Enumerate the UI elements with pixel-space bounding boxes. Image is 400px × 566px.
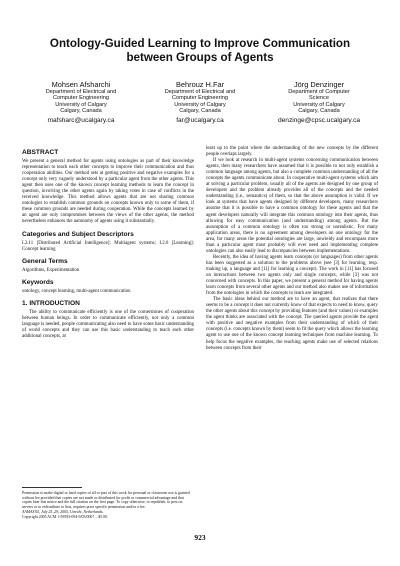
copyright-notice [22, 491, 194, 519]
author-affiliation-line: University of Calgary [174, 101, 226, 108]
author-affiliation-line: University of Calgary [293, 101, 345, 108]
author-affiliation-line: Department of Electrical and [164, 89, 236, 95]
abstract-heading: ABSTRACT [22, 149, 59, 156]
categories-text: I.2.11 [Distributed Artificial Intelligence]: Multiagent systems; I.2.6 [Learning]: Concept learning [22, 240, 194, 252]
author-affiliation-line: University of Calgary [55, 101, 107, 108]
author-affiliation-line: Science [309, 95, 329, 102]
author-affiliation-line: Computer Engineering [172, 95, 228, 102]
author-2 [141, 80, 259, 125]
author-email: mafsharc@ucalgary.ca [47, 116, 115, 124]
right-column [206, 146, 378, 352]
body-paragraph: Recently, the idea of having agents learn concepts (or languages) from other agents has been suggested as a solution to the problems above (see [3] for learning, resp. making up, a language and [11] for learning a concept). The work in [11] has focused on interactions between two agents only and single concepts, while [3] was not concerned with concepts. In this paper, we present a general method for having agents learn concepts from several other agents and our method also makes use of information from the ontologies in which the concepts to learn are integrated. [206, 254, 378, 297]
author-affiliation-line: Department of Computer [288, 89, 350, 95]
body-paragraph: least up to the point where the understanding of the new concepts by the different people overlaps largely. [206, 146, 378, 158]
copyright-divider [22, 487, 82, 488]
abstract-text: We present a general method for agents using ontologies as part of their knowledge representation to teach each other concepts to improve their communication and thus cooperation abilities. Our method sets at getting positive and negative examples for a concept only very vaguely understood by a particular agent from the other agents. This agent then uses one of the known concept learning methods to learn the concept in question, involving the other agents again by taking votes in case of conflicts in the received knowledge. This method allows agents that are not sharing common ontologies to establish common grounds on concepts known only to some of them, if these common grounds are needed during cooperation. While the concepts learned by an agent are only compromises between the views of the other agents, the method nevertheless enhances the autonomy of agents using it substantially. [22, 159, 194, 225]
left-column [22, 149, 194, 340]
author-name: Behrouz H.Far [175, 80, 225, 89]
author-affiliation-line: Computer Engineering [53, 95, 109, 102]
author-3 [260, 80, 378, 125]
keywords-text: ontology, concept learning, multi-agent communication [22, 288, 131, 294]
author-email: denzinge@cpsc.ucalgary.ca [277, 116, 361, 124]
author-block [22, 80, 378, 125]
author-1 [22, 80, 140, 125]
copyright-venue: AAMAS'05, July 25–29, 2005, Utrecht, Netherlands. [22, 509, 104, 514]
page-number: 923 [194, 533, 206, 542]
author-email: far@ucalgary.ca [176, 116, 224, 124]
terms-text: Algorithms, Experimentation [22, 267, 80, 273]
categories-heading: Categories and Subject Descriptors [22, 230, 134, 238]
paper-title [20, 37, 380, 65]
copyright-line: Copyright 2005 ACM 1-59593-094-9/05/0007 ...$5.00. [22, 514, 108, 519]
keywords-heading: Keywords [22, 278, 54, 286]
copyright-permission: Permission to make digital or hard copies of all or part of this work for personal or classroom use is granted without fee provided that copies are not made or distributed for profit or commercial advantage and that copies bear this notice and the full citation on the first page. To copy otherwise, to republish, to post on servers or to redistribute to lists, requires prior specific permission and/or a fee. [22, 491, 190, 510]
author-affiliation-line: Department of Electrical and [45, 89, 117, 95]
introduction-text: The ability to communicate efficiently is one of the cornerstones of cooperation between human beings. In order to communicate efficiently, not only a common language is needed, people communicating also need to have some basic understanding of world concepts and they can use this basic understanding to teach each other additional concepts, at [22, 309, 194, 339]
author-affiliation-line: Calgary, Canada [298, 108, 340, 115]
introduction-heading: 1. INTRODUCTION [22, 299, 80, 307]
body-paragraph: If we look at research in multi-agent systems concerning communication between agents, then many researchers have assumed that it is possible to not only establish a common language among agents, but also a complete common understanding of all the concepts the agents communicate about. In cooperative multi-agent systems which aim at solving a particular problem, usually all of the agents are designed by one group of developers and the problem already provides all of the concepts and the needed understanding (i.e., semantics) of them, so that the above assumption is valid. If we look at systems that have agents designed by different developers, many researchers assume that it is possible to have a common ontology for these agents and that the agent developers naturally will integrate this common ontology into their agents, thus allowing for easy communication (and understanding) among agents. But the assumption of a common ontology is often too strong or unrealistic. For many application areas, there is no agreement among developers on one ontology for the area, for many areas the potential ontologies are large, unwieldy and encompass more than a particular agent most probably will ever need and implementing complete ontologies can also easily lead to discrepancies between implementations. [206, 158, 378, 254]
title-line-2: between Groups of Agents [126, 51, 274, 64]
title-line-1: Ontology-Guided Learning to Improve Communication [49, 37, 351, 50]
author-name: Jörg Denzinger [293, 80, 345, 89]
author-affiliation-line: Calgary, Canada [60, 108, 102, 115]
author-name: Mohsen Afsharchi [51, 80, 111, 89]
terms-heading: General Terms [22, 257, 68, 265]
author-affiliation-line: Calgary, Canada [179, 108, 221, 115]
body-paragraph: The basic ideas behind our method are to have an agent, that realizes that there seems to be a concept it does not currently know of that expects to need to know, query the other agents about this concept by providing features (and their values) or examples the agent thinks are associated with the concept. The queried agents provide the agent with positive and negative examples from their understanding of which of their concepts (i.e. concepts known by them) seem to fit the query which allows the learning agent to use one of the known concept learning techniques from machine learning. To help focus the negative examples, the teaching agents make use of selected relations between concepts from their [206, 297, 378, 351]
